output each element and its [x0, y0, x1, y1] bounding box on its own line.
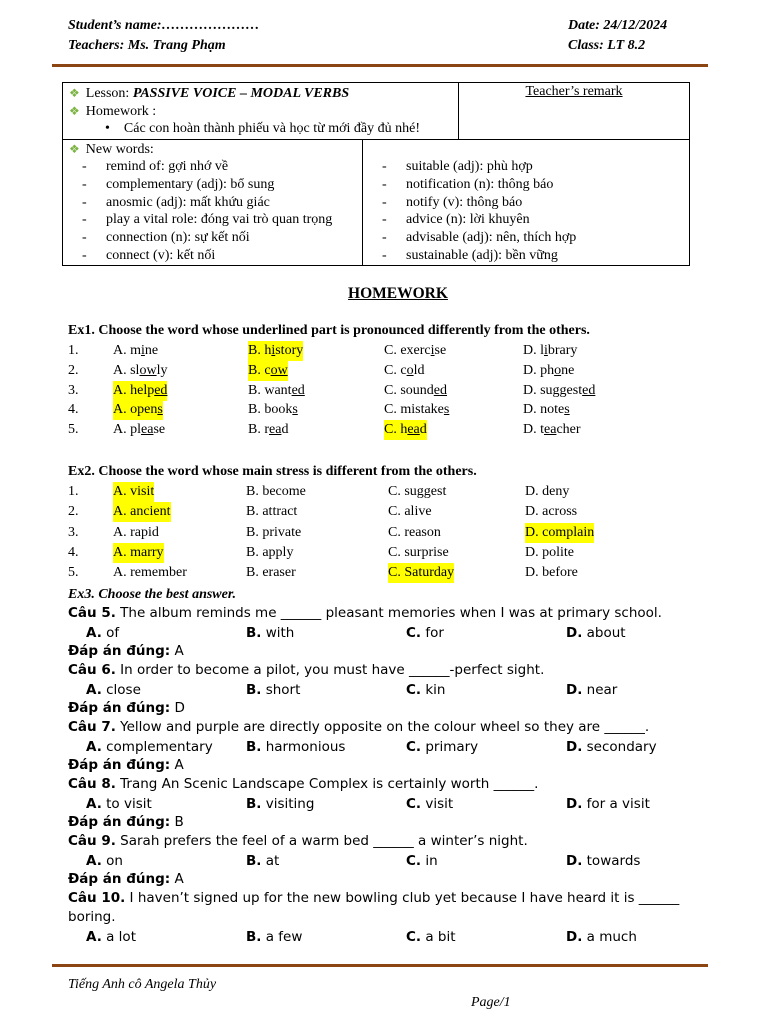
item-number: 4. — [68, 544, 79, 560]
option-letter: B. — [246, 625, 262, 641]
ex1-row — [68, 381, 708, 401]
underlined-part: s — [564, 402, 570, 418]
options-row — [68, 623, 708, 643]
options-row — [68, 794, 708, 814]
underlined-part: ea — [141, 422, 154, 438]
underlined-part: ea — [544, 422, 557, 438]
option-c: C. mistakes — [384, 402, 450, 418]
item-number: 5. — [68, 565, 79, 581]
answer-option: C. in — [406, 853, 438, 869]
question-text: Câu 7. Yellow and purple are directly opposite on the colour wheel so they are ______. — [68, 719, 650, 735]
answer-label: Đáp án đúng: — [68, 757, 171, 773]
homework-line: ❖ Homework : — [69, 104, 157, 119]
item-number: 3. — [68, 382, 79, 398]
lesson-box — [62, 82, 690, 266]
option-b: B. private — [246, 524, 302, 540]
answer-option: D. secondary — [566, 739, 657, 755]
option-b: B. become — [246, 484, 306, 499]
option-d: D. library — [523, 343, 578, 358]
ex2-row — [68, 482, 708, 502]
option-c: C. Saturday — [388, 563, 454, 583]
footer-rule — [52, 964, 708, 967]
option-letter: A. — [86, 796, 102, 812]
diamond-bullet-icon: ❖ — [69, 142, 80, 156]
word-item: - notify (v): thông báo — [382, 194, 523, 210]
answer-option: C. visit — [406, 796, 454, 812]
word-item: - advisable (adj): nên, thích hợp — [382, 230, 577, 246]
answer-option: D. for a visit — [566, 796, 650, 812]
option-b: B. attract — [246, 504, 298, 520]
question-label: Câu 9. — [68, 833, 116, 849]
word-item: - complementary (adj): bổ sung — [82, 176, 275, 192]
answer-option: D. about — [566, 625, 626, 641]
answer-option: D. towards — [566, 853, 641, 869]
answer-option: A. close — [86, 682, 141, 698]
option-a: A. opens — [113, 400, 163, 420]
option-c: C. surprise — [388, 544, 449, 560]
item-number: 2. — [68, 362, 79, 378]
option-a: A. visit — [113, 482, 154, 502]
answer-option: A. complementary — [86, 739, 213, 755]
item-number: 1. — [68, 484, 79, 499]
answer-option: C. for — [406, 625, 444, 641]
option-a: A. marry — [113, 543, 164, 563]
question-label: Câu 5. — [68, 605, 116, 621]
item-number: 5. — [68, 422, 79, 438]
option-a: A. ancient — [113, 502, 171, 522]
answer-option: B. a few — [246, 929, 303, 945]
option-letter: D. — [566, 929, 583, 945]
answer-option: B. harmonious — [246, 739, 346, 755]
item-number: 2. — [68, 504, 79, 520]
answer-option: B. short — [246, 682, 301, 698]
option-b: B. books — [248, 402, 298, 418]
option-letter: D. — [566, 625, 583, 641]
option-letter: A. — [86, 739, 102, 755]
option-b: B. cow — [248, 361, 288, 381]
options-row — [68, 851, 708, 871]
word-item: - sustainable (adj): bền vững — [382, 247, 558, 263]
answer-line: Đáp án đúng: A — [68, 757, 184, 773]
answer-option: A. a lot — [86, 929, 136, 945]
option-d: D. complain — [525, 523, 594, 543]
answer-label: Đáp án đúng: — [68, 814, 171, 830]
option-c: C. exercise — [384, 343, 447, 358]
answer-option: B. with — [246, 625, 295, 641]
option-letter: C. — [406, 853, 422, 869]
option-letter: C. — [406, 625, 422, 641]
question-text-cont: boring. — [68, 909, 116, 925]
answer-option: A. to visit — [86, 796, 152, 812]
answer-label: Đáp án đúng: — [68, 643, 171, 659]
answer-option: A. of — [86, 625, 120, 641]
ex1-row — [68, 341, 708, 361]
question-text: Câu 9. Sarah prefers the feel of a warm bed ______ a winter’s night. — [68, 833, 528, 849]
ex2-row — [68, 563, 708, 583]
underlined-part: ed — [154, 382, 168, 398]
option-d: D. teacher — [523, 422, 581, 438]
word-item: - advice (n): lời khuyên — [382, 212, 530, 228]
word-item: - play a vital role: đóng vai trò quan trọng — [82, 212, 333, 228]
bullet-icon: • — [105, 121, 110, 136]
ex2-row — [68, 543, 708, 563]
underlined-part: ea — [269, 422, 282, 438]
underlined-part: ed — [582, 382, 596, 398]
option-a: A. rapid — [113, 524, 159, 540]
option-letter: A. — [86, 625, 102, 641]
answer-option: B. at — [246, 853, 280, 869]
question-text: Câu 5. The album reminds me ______ pleasant memories when I was at primary school. — [68, 605, 662, 621]
option-d: D. phone — [523, 362, 575, 378]
underlined-part: ed — [291, 382, 305, 398]
remark-cell — [459, 83, 690, 140]
option-b: B. history — [248, 341, 303, 361]
underlined-part: ow — [139, 362, 157, 378]
ex1-row — [68, 420, 708, 440]
underlined-part: ea — [407, 422, 420, 438]
option-letter: C. — [406, 682, 422, 698]
teacher-name: Teachers: Ms. Trang Phạm — [68, 38, 226, 53]
option-c: C. reason — [388, 524, 441, 540]
answer-line: Đáp án đúng: A — [68, 871, 184, 887]
new-words-left — [63, 140, 363, 266]
option-d: D. notes — [523, 402, 570, 418]
underlined-part: s — [292, 402, 298, 418]
ex1-title: Ex1. Choose the word whose underlined part is pronounced differently from the others. — [68, 323, 590, 338]
item-number: 3. — [68, 524, 79, 540]
option-letter: B. — [246, 796, 262, 812]
question-label: Câu 7. — [68, 719, 116, 735]
option-letter: C. — [406, 929, 422, 945]
word-item: - connection (n): sự kết nối — [82, 230, 250, 246]
lesson-line: ❖ Lesson: PASSIVE VOICE – MODAL VERBS — [69, 86, 350, 101]
new-words-right — [363, 140, 690, 266]
student-name: Student’s name:………………… — [68, 18, 260, 33]
underlined-part: i — [430, 343, 435, 358]
underlined-part: s — [443, 402, 450, 418]
underlined-part: i — [141, 343, 145, 358]
ex2-title: Ex2. Choose the word whose main stress is different from the others. — [68, 464, 477, 479]
answer-option: C. a bit — [406, 929, 456, 945]
question-label: Câu 6. — [68, 662, 116, 678]
underlined-part: o — [406, 362, 414, 378]
ex2-row — [68, 502, 708, 522]
lesson-title: PASSIVE VOICE – MODAL VERBS — [132, 86, 350, 101]
option-letter: B. — [246, 929, 262, 945]
option-letter: D. — [566, 739, 583, 755]
option-letter: C. — [406, 739, 422, 755]
word-item: - suitable (adj): phù hợp — [382, 159, 533, 174]
option-d: D. before — [525, 565, 578, 581]
option-a: A. please — [113, 422, 166, 438]
underlined-part: i — [544, 343, 548, 358]
option-letter: A. — [86, 682, 102, 698]
option-b: B. eraser — [246, 565, 296, 581]
homework-title: HOMEWORK — [348, 285, 448, 302]
answer-option: D. near — [566, 682, 618, 698]
teacher-remark-label: Teacher’s remark — [525, 84, 623, 99]
option-a: A. helped — [113, 381, 167, 401]
item-number: 1. — [68, 343, 79, 358]
answer-option: B. visiting — [246, 796, 315, 812]
option-a: A. slowly — [113, 362, 168, 378]
option-letter: A. — [86, 929, 102, 945]
option-letter: D. — [566, 853, 583, 869]
option-d: D. deny — [525, 484, 570, 499]
word-item: - connect (v): kết nối — [82, 247, 216, 263]
answer-line: Đáp án đúng: A — [68, 643, 184, 659]
options-row — [68, 737, 708, 757]
header-rule — [52, 64, 708, 67]
new-words-heading: ❖ New words: — [69, 142, 154, 157]
question-text: Câu 8. Trang An Scenic Landscape Complex is certainly worth ______. — [68, 776, 539, 792]
answer-line: Đáp án đúng: B — [68, 814, 184, 830]
ex2-row — [68, 523, 708, 543]
answer-option: A. on — [86, 853, 123, 869]
option-c: C. head — [384, 420, 427, 440]
word-item: - notification (n): thông báo — [382, 176, 554, 192]
lesson-cell — [63, 83, 459, 140]
option-a: A. remember — [113, 565, 187, 581]
option-letter: A. — [86, 853, 102, 869]
answer-label: Đáp án đúng: — [68, 700, 171, 716]
option-letter: B. — [246, 853, 262, 869]
diamond-bullet-icon: ❖ — [69, 104, 80, 118]
option-c: C. cold — [384, 362, 425, 378]
option-a: A. mine — [113, 343, 159, 358]
word-item: - anosmic (adj): mất khứu giác — [82, 194, 270, 210]
ex3-title: Ex3. Choose the best answer. — [68, 587, 237, 602]
question-text: Câu 6. In order to become a pilot, you must have ______-perfect sight. — [68, 662, 545, 678]
option-c: C. suggest — [388, 484, 447, 499]
option-letter: B. — [246, 739, 262, 755]
option-letter: D. — [566, 796, 583, 812]
underlined-part: i — [271, 343, 276, 358]
option-b: B. read — [248, 422, 289, 438]
option-letter: D. — [566, 682, 583, 698]
diamond-bullet-icon: ❖ — [69, 86, 80, 100]
option-letter: C. — [406, 796, 422, 812]
footer-author: Tiếng Anh cô Angela Thủy — [68, 977, 217, 992]
option-c: C. alive — [388, 504, 432, 520]
homework-item: • Các con hoàn thành phiếu và học từ mới đầy đủ nhé! — [105, 121, 420, 136]
question-label: Câu 10. — [68, 890, 126, 906]
word-item: - remind of: gợi nhớ về — [82, 159, 229, 174]
ex1-row — [68, 400, 708, 420]
item-number: 4. — [68, 402, 79, 418]
question-label: Câu 8. — [68, 776, 116, 792]
class: Class: LT 8.2 — [568, 38, 646, 53]
option-c: C. sounded — [384, 382, 448, 398]
answer-line: Đáp án đúng: D — [68, 700, 185, 716]
question-text: Câu 10. I haven’t signed up for the new bowling club yet because I have heard it is ______ — [68, 890, 680, 906]
option-b: B. apply — [246, 544, 294, 560]
underlined-part: ed — [433, 382, 448, 398]
underlined-part: ow — [270, 362, 288, 378]
option-letter: B. — [246, 682, 262, 698]
option-d: D. across — [525, 504, 578, 520]
underlined-part: o — [554, 362, 562, 378]
ex1-row — [68, 361, 708, 381]
options-row — [68, 680, 708, 700]
underlined-part: s — [157, 402, 163, 418]
date: Date: 24/12/2024 — [568, 18, 668, 33]
options-row — [68, 927, 708, 947]
answer-option: C. kin — [406, 682, 446, 698]
option-d: D. polite — [525, 544, 574, 560]
option-b: B. wanted — [248, 382, 305, 398]
answer-option: C. primary — [406, 739, 479, 755]
answer-option: D. a much — [566, 929, 637, 945]
answer-label: Đáp án đúng: — [68, 871, 171, 887]
option-d: D. suggested — [523, 382, 596, 398]
page-number: Page/1 — [471, 995, 511, 1010]
